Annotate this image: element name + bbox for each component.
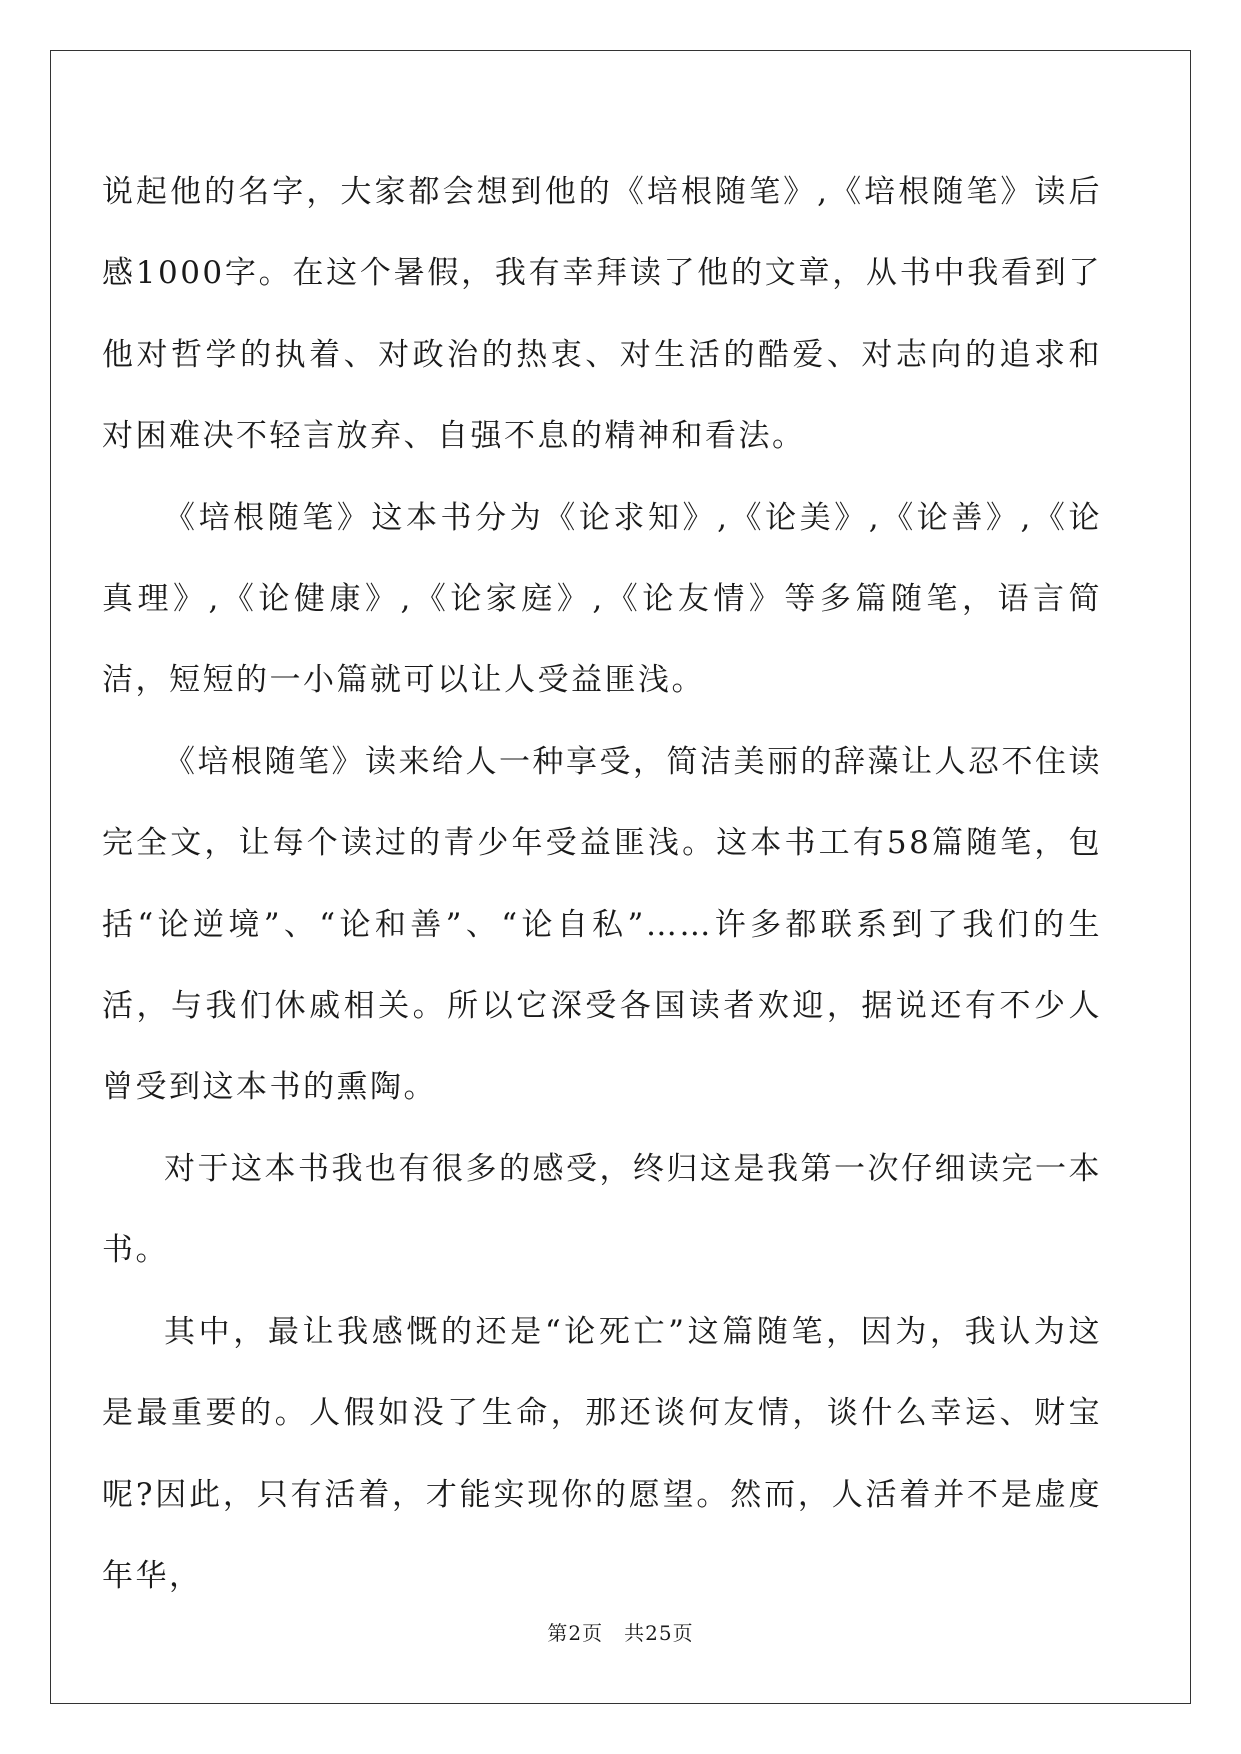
page-number-footer: 第2页 共25页 [547,1621,694,1645]
paragraph-3: 《培根随笔》读来给人一种享受，简洁美丽的辞藻让人忍不住读完全文，让每个读过的青少年受益匪浅。这本书工有58篇随笔，包括“论逆境”、“论和善”、“论自私”……许多都联系到了我们的生活，与我们休戚相关。所以它深受各国读者欢迎，据说还有不少人曾受到这本书的熏陶。 [102,743,1102,1106]
document-body [102,152,1102,1617]
paragraph-2: 《培根随笔》这本书分为《论求知》,《论美》,《论善》,《论真理》,《论健康》,《论家庭》,《论友情》等多篇随笔，语言简洁，短短的一小篇就可以让人受益匪浅。 [102,499,1102,699]
paragraph-4: 对于这本书我也有很多的感受，终归这是我第一次仔细读完一本书。 [102,1150,1102,1269]
paragraph-1: 说起他的名字，大家都会想到他的《培根随笔》,《培根随笔》读后感1000字。在这个暑假，我有幸拜读了他的文章，从书中我看到了他对哲学的执着、对政治的热衷、对生活的酷爱、对志向的追求和对困难决不轻言放弃、自强不息的精神和看法。 [102,174,1102,455]
paragraph-5: 其中，最让我感慨的还是“论死亡”这篇随笔，因为，我认为这是最重要的。人假如没了生命，那还谈何友情，谈什么幸运、财宝呢?因此，只有活着，才能实现你的愿望。然而，人活着并不是虚度年华， [102,1313,1102,1594]
